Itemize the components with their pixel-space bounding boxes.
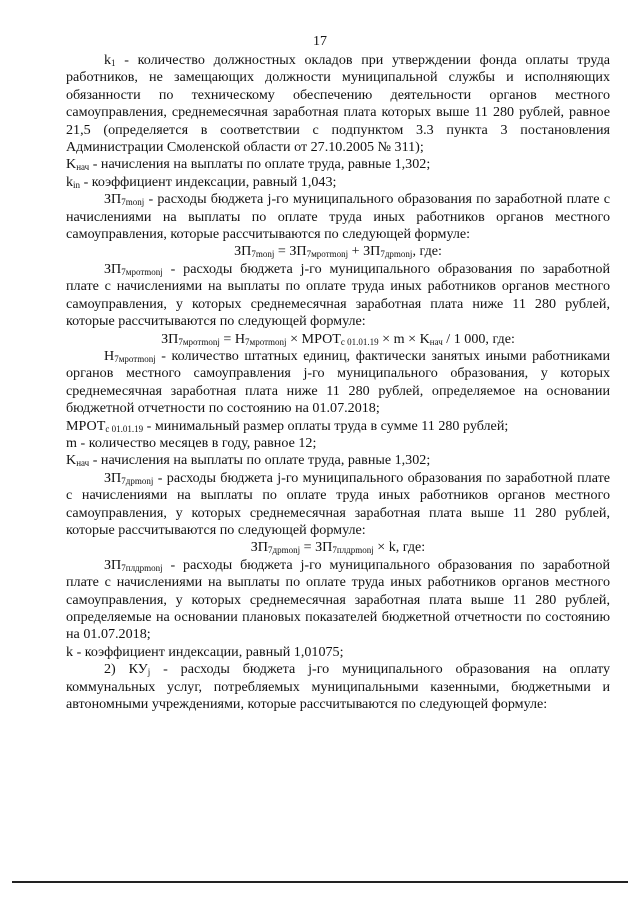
paragraph-zp7pldr-definition: $ЗП_{7плдрmonj}$ - расходы бюджета j-го муниципального образования по заработной плате с начислениями на выплаты по оплате труда иных работников органов местного самоуправления, у которых среднемесячная заработная плата выше 11 280 рублей, определяемые на основании плановых показателей бюджетной отчетности по состоянию на 01.07.2018; [66,556,610,643]
paragraph-mrot-definition: $МРОТ_{с 01.01.19}$ - минимальный размер оплаты труда в сумме 11 280 рублей; [66,417,509,434]
formula-zp7dr: $ЗП_{7дрmonj} = ЗП_{7плдрmonj} \times k$, где: [250,539,426,556]
paragraph-knach2-definition: $K_{нач}$ - начисления на выплаты по оплате труда, равные 1,302; [66,452,431,469]
paragraph-n7mrot-definition: $Н_{7мротmonj}$ - количество штатных единиц, фактически занятых иными работниками органов местного самоуправления j-го муниципального образования, у которых среднемесячная заработная плата ниже 11 280 рублей, определяемое на основании бюджетной отчетности по состоянию на 01.07.2018; [66,347,610,417]
paragraph-zp7dr-definition: $ЗП_{7дрmonj}$ - расходы бюджета j-го муниципального образования по заработной плате с начислениями на выплаты по оплате труда иных работников органов местного самоуправления, у которых среднемесячная заработная плата выше 11 280 рублей, которые рассчитываются по следующей формуле: [66,469,610,538]
paragraph-zp7mrot-definition: $ЗП_{7мротmonj}$ - расходы бюджета j-го муниципального образования по заработной плате с начислениями на выплаты по оплате труда иных работников органов местного самоуправления, у которых среднемесячная заработная плата ниже 11 280 рублей, которые рассчитываются по следующей формуле: [66,260,610,330]
paragraph-zp7monj-definition: $ЗП_{7monj}$ - расходы бюджета j-го муниципального образования по заработной плате с начислениями на выплаты по оплате труда иных работников органов местного самоуправления, которые рассчитываются по следующей формуле: [66,191,610,243]
formula-zp7mrot: $ЗП_{7мротmonj} = Н_{7мротmonj}$ × $МРОТ_{с 01.01.19} \times m \times K_{нач} / 1$ 000, где: [161,330,515,347]
paragraph-kin-definition: $k_{in}$ - коэффициент индексации, равный 1,043; [66,173,337,190]
bottom-rule [12,881,628,883]
paragraph-ku-definition: 2) $КУ_j$ - расходы бюджета j-го муниципального образования на оплату коммунальных услуг, потребляемых муниципальными казенными, бюджетными и автономными учреждениями, которые рассчитываются по следующей формуле: [66,661,610,713]
paragraph-k1-definition: $k_1$ - количество должностных окладов при утверждении фонда оплаты труда работников, не замещающих должности муниципальной службы и исполняющих обязанности по техническому обеспечению деятельности органов местного самоуправления, среднемесячная заработная плата которых выше 11 280 рублей, равное 21,5 (определяется в соответствии с подпунктом 3.3 пункта 3 постановления Администрации Смоленской области от 27.10.2005 № 311); [66,52,610,156]
page-number: 17 [313,34,327,49]
formula-zp7monj: $ЗП_{7monj} = ЗП_{7мротmonj} + ЗП_{7дрmonj}$, где: [234,243,442,260]
paragraph-m-definition: m - количество месяцев в году, равное 12; [66,434,317,451]
paragraph-k-definition: k - коэффициент индексации, равный 1,01075; [66,643,344,660]
document-body [66,52,610,713]
paragraph-knach-definition: $K_{нач}$ - начисления на выплаты по оплате труда, равные 1,302; [66,156,431,173]
